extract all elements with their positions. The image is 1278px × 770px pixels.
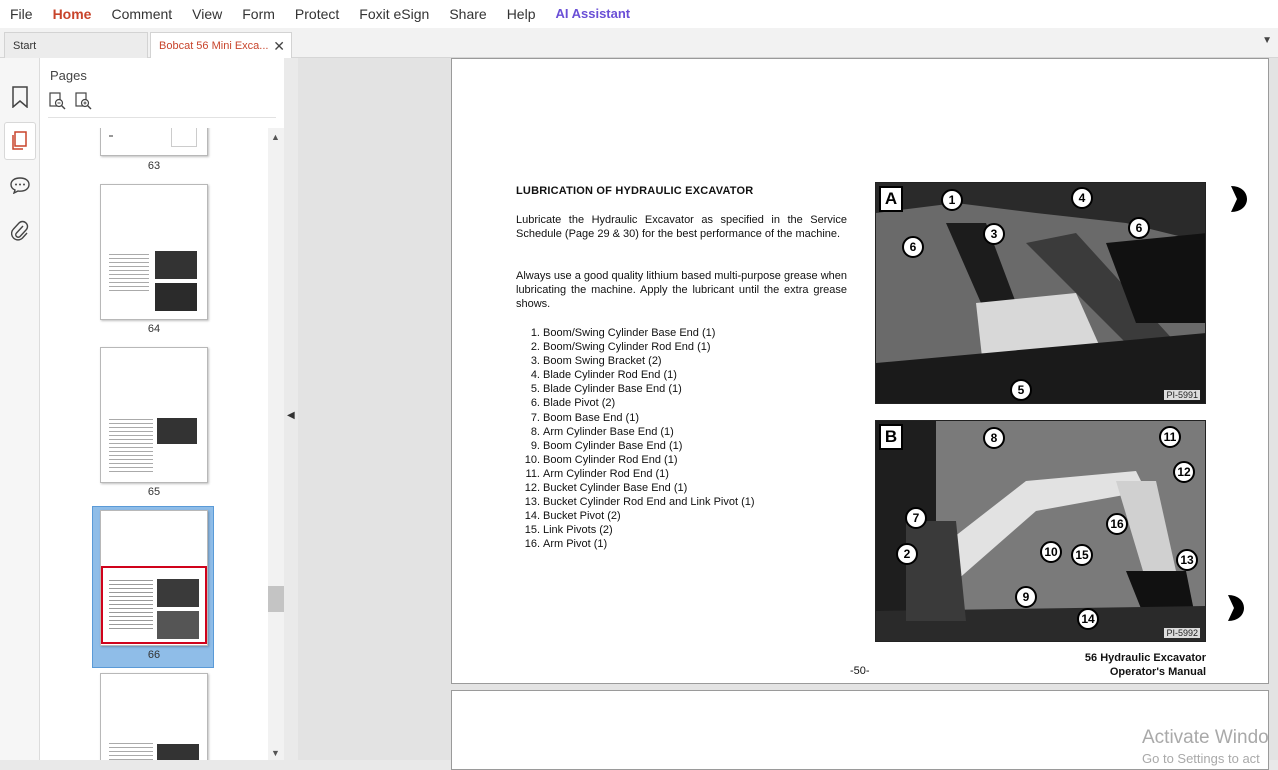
- photo-a-image: [876, 183, 1206, 404]
- callout-marker: 8: [983, 427, 1005, 449]
- callout-marker: 7: [905, 507, 927, 529]
- callout-marker: 6: [1128, 217, 1150, 239]
- thumb-figure: [171, 128, 197, 147]
- page-thumbnail-66[interactable]: [100, 510, 208, 646]
- chevron-down-icon[interactable]: ▼: [1262, 35, 1272, 46]
- paragraph-2: Always use a good quality lithium based multi-purpose grease when lubricating the machine. Apply the lubricant until the extra grease shows.: [516, 270, 847, 310]
- callout-marker: 13: [1176, 549, 1198, 571]
- page-zoom-out-icon[interactable]: [48, 92, 66, 110]
- activation-watermark-sub: Go to Settings to act: [1142, 751, 1260, 766]
- thumb-image: [157, 579, 199, 607]
- page-thumbnail-label: 64: [147, 323, 161, 335]
- menu-help[interactable]: Help: [506, 6, 536, 22]
- pdf-page: [451, 58, 1269, 684]
- left-rail: [0, 58, 40, 760]
- chevron-left-icon: ◀: [287, 410, 295, 421]
- thumb-image: [157, 418, 197, 444]
- thumb-tab-marker-icon: [1227, 184, 1247, 214]
- tab-document[interactable]: [150, 32, 292, 58]
- callout-marker: 9: [1015, 586, 1037, 608]
- excavator-photo-a: [875, 182, 1206, 404]
- pages-button[interactable]: [4, 122, 36, 160]
- callout-marker: 4: [1071, 187, 1093, 209]
- comment-icon: [10, 176, 30, 194]
- list-item: 14. Bucket Pivot (2): [524, 510, 621, 523]
- photo-letter: A: [879, 186, 903, 212]
- callout-marker: 16: [1106, 513, 1128, 535]
- list-item: 13. Bucket Cylinder Rod End and Link Pivot (1): [524, 496, 755, 509]
- list-item: 8. Arm Cylinder Base End (1): [530, 425, 674, 438]
- page-thumbnail-label: 65: [147, 486, 161, 498]
- list-item: 16. Arm Pivot (1): [524, 538, 608, 551]
- menu-home[interactable]: Home: [52, 6, 92, 22]
- activation-watermark: Activate Windo: [1142, 727, 1269, 748]
- list-item: 2. Boom/Swing Cylinder Rod End (1): [530, 341, 711, 354]
- menu-file[interactable]: File: [10, 6, 33, 22]
- paperclip-icon: [11, 220, 29, 242]
- list-item: 10. Boom Cylinder Rod End (1): [524, 453, 678, 466]
- comments-button[interactable]: [4, 166, 36, 204]
- page-thumbnail-65[interactable]: [100, 347, 208, 483]
- menu-bar: [0, 0, 1278, 28]
- paragraph-1: Lubricate the Hydraulic Excavator as specified in the Service Schedule (Page 29 & 30) for the best performance of the machine.: [516, 214, 847, 240]
- photo-code: PI-5992: [1166, 628, 1198, 638]
- callout-marker: 2: [896, 543, 918, 565]
- callout-marker: 12: [1173, 461, 1195, 483]
- page-thumbnail-63[interactable]: [100, 128, 208, 156]
- page-thumbnail-64[interactable]: [100, 184, 208, 320]
- thumbnail-list: [40, 128, 268, 760]
- menu-view[interactable]: View: [192, 6, 223, 22]
- tab-document-label: Bobcat 56 Mini Exca...: [159, 40, 269, 52]
- scrollbar-thumb[interactable]: [268, 586, 284, 612]
- callout-marker: 11: [1159, 426, 1181, 448]
- menu-protect[interactable]: Protect: [294, 6, 340, 22]
- photo-letter: B: [879, 424, 903, 450]
- panel-title: Pages: [50, 68, 87, 83]
- thumb-text-block: [109, 577, 153, 629]
- callout-marker: 3: [983, 223, 1005, 245]
- pages-icon: [11, 131, 29, 151]
- footer-line: Operator's Manual: [1109, 666, 1206, 678]
- callout-marker: 1: [941, 189, 963, 211]
- photo-code: PI-5991: [1166, 390, 1198, 400]
- callout-marker: 5: [1010, 379, 1032, 401]
- panel-toolbar: [48, 92, 92, 110]
- menu-foxit-esign[interactable]: Foxit eSign: [359, 6, 430, 22]
- attachments-button[interactable]: [4, 212, 36, 250]
- tab-start[interactable]: [4, 32, 148, 58]
- page-thumbnail-label: 66: [147, 649, 161, 661]
- collapse-panel-button[interactable]: [284, 58, 298, 760]
- page-thumbnail-67[interactable]: [100, 673, 208, 760]
- footer-line: 56 Hydraulic Excavator: [1084, 652, 1206, 664]
- pages-panel: [40, 58, 284, 760]
- list-item: 9. Boom Cylinder Base End (1): [530, 439, 683, 452]
- photo-b-image: [876, 421, 1206, 642]
- menu-ai-assistant[interactable]: AI Assistant: [555, 6, 631, 21]
- callout-marker: 15: [1071, 544, 1093, 566]
- callout-marker: 10: [1040, 541, 1062, 563]
- bookmark-icon: [11, 86, 29, 108]
- list-item: 4. Blade Cylinder Rod End (1): [530, 369, 677, 382]
- thumb-image: [157, 744, 199, 760]
- page-number: -50-: [850, 665, 870, 677]
- thumbnail-scrollbar[interactable]: [268, 128, 284, 760]
- list-item: 1. Boom/Swing Cylinder Base End (1): [530, 327, 716, 339]
- list-item: 15. Link Pivots (2): [524, 524, 613, 537]
- scroll-down-icon[interactable]: ▼: [271, 748, 280, 758]
- panel-divider: [48, 117, 276, 118]
- tab-start-label: Start: [13, 40, 37, 52]
- thumb-image: [157, 611, 199, 639]
- menu-form[interactable]: Form: [242, 6, 275, 22]
- callout-marker: 6: [902, 236, 924, 258]
- thumb-text-block: [109, 740, 153, 760]
- menu-share[interactable]: Share: [449, 6, 487, 22]
- manual-footer: [1085, 651, 1206, 679]
- thumb-mark: [109, 135, 113, 137]
- tab-bar: [0, 28, 1278, 58]
- list-item: 7. Boom Base End (1): [530, 411, 639, 424]
- thumb-tab-marker-icon: [1224, 593, 1244, 623]
- excavator-photo-b: [875, 420, 1206, 642]
- thumb-text-block: [109, 251, 149, 293]
- thumb-image: [155, 283, 197, 311]
- lubrication-point-list: [516, 326, 755, 552]
- list-item: 12. Bucket Cylinder Base End (1): [524, 482, 688, 495]
- thumb-image: [155, 251, 197, 279]
- close-icon[interactable]: ✕: [273, 38, 285, 54]
- list-item: 3. Boom Swing Bracket (2): [530, 355, 662, 368]
- scroll-up-icon[interactable]: ▲: [271, 132, 280, 142]
- list-item: 6. Blade Pivot (2): [530, 397, 616, 410]
- page-thumbnail-label: 63: [147, 160, 161, 172]
- menu-comment[interactable]: Comment: [111, 6, 173, 22]
- thumb-text-block: [109, 416, 153, 472]
- callout-marker: 14: [1077, 608, 1099, 630]
- section-heading: LUBRICATION OF HYDRAULIC EXCAVATOR: [516, 185, 754, 197]
- list-item: 5. Blade Cylinder Base End (1): [530, 383, 682, 396]
- document-viewer[interactable]: [298, 58, 1278, 760]
- list-item: 11. Arm Cylinder Rod End (1): [525, 467, 669, 480]
- page-zoom-in-icon[interactable]: [74, 92, 92, 110]
- bookmark-button[interactable]: [4, 78, 36, 116]
